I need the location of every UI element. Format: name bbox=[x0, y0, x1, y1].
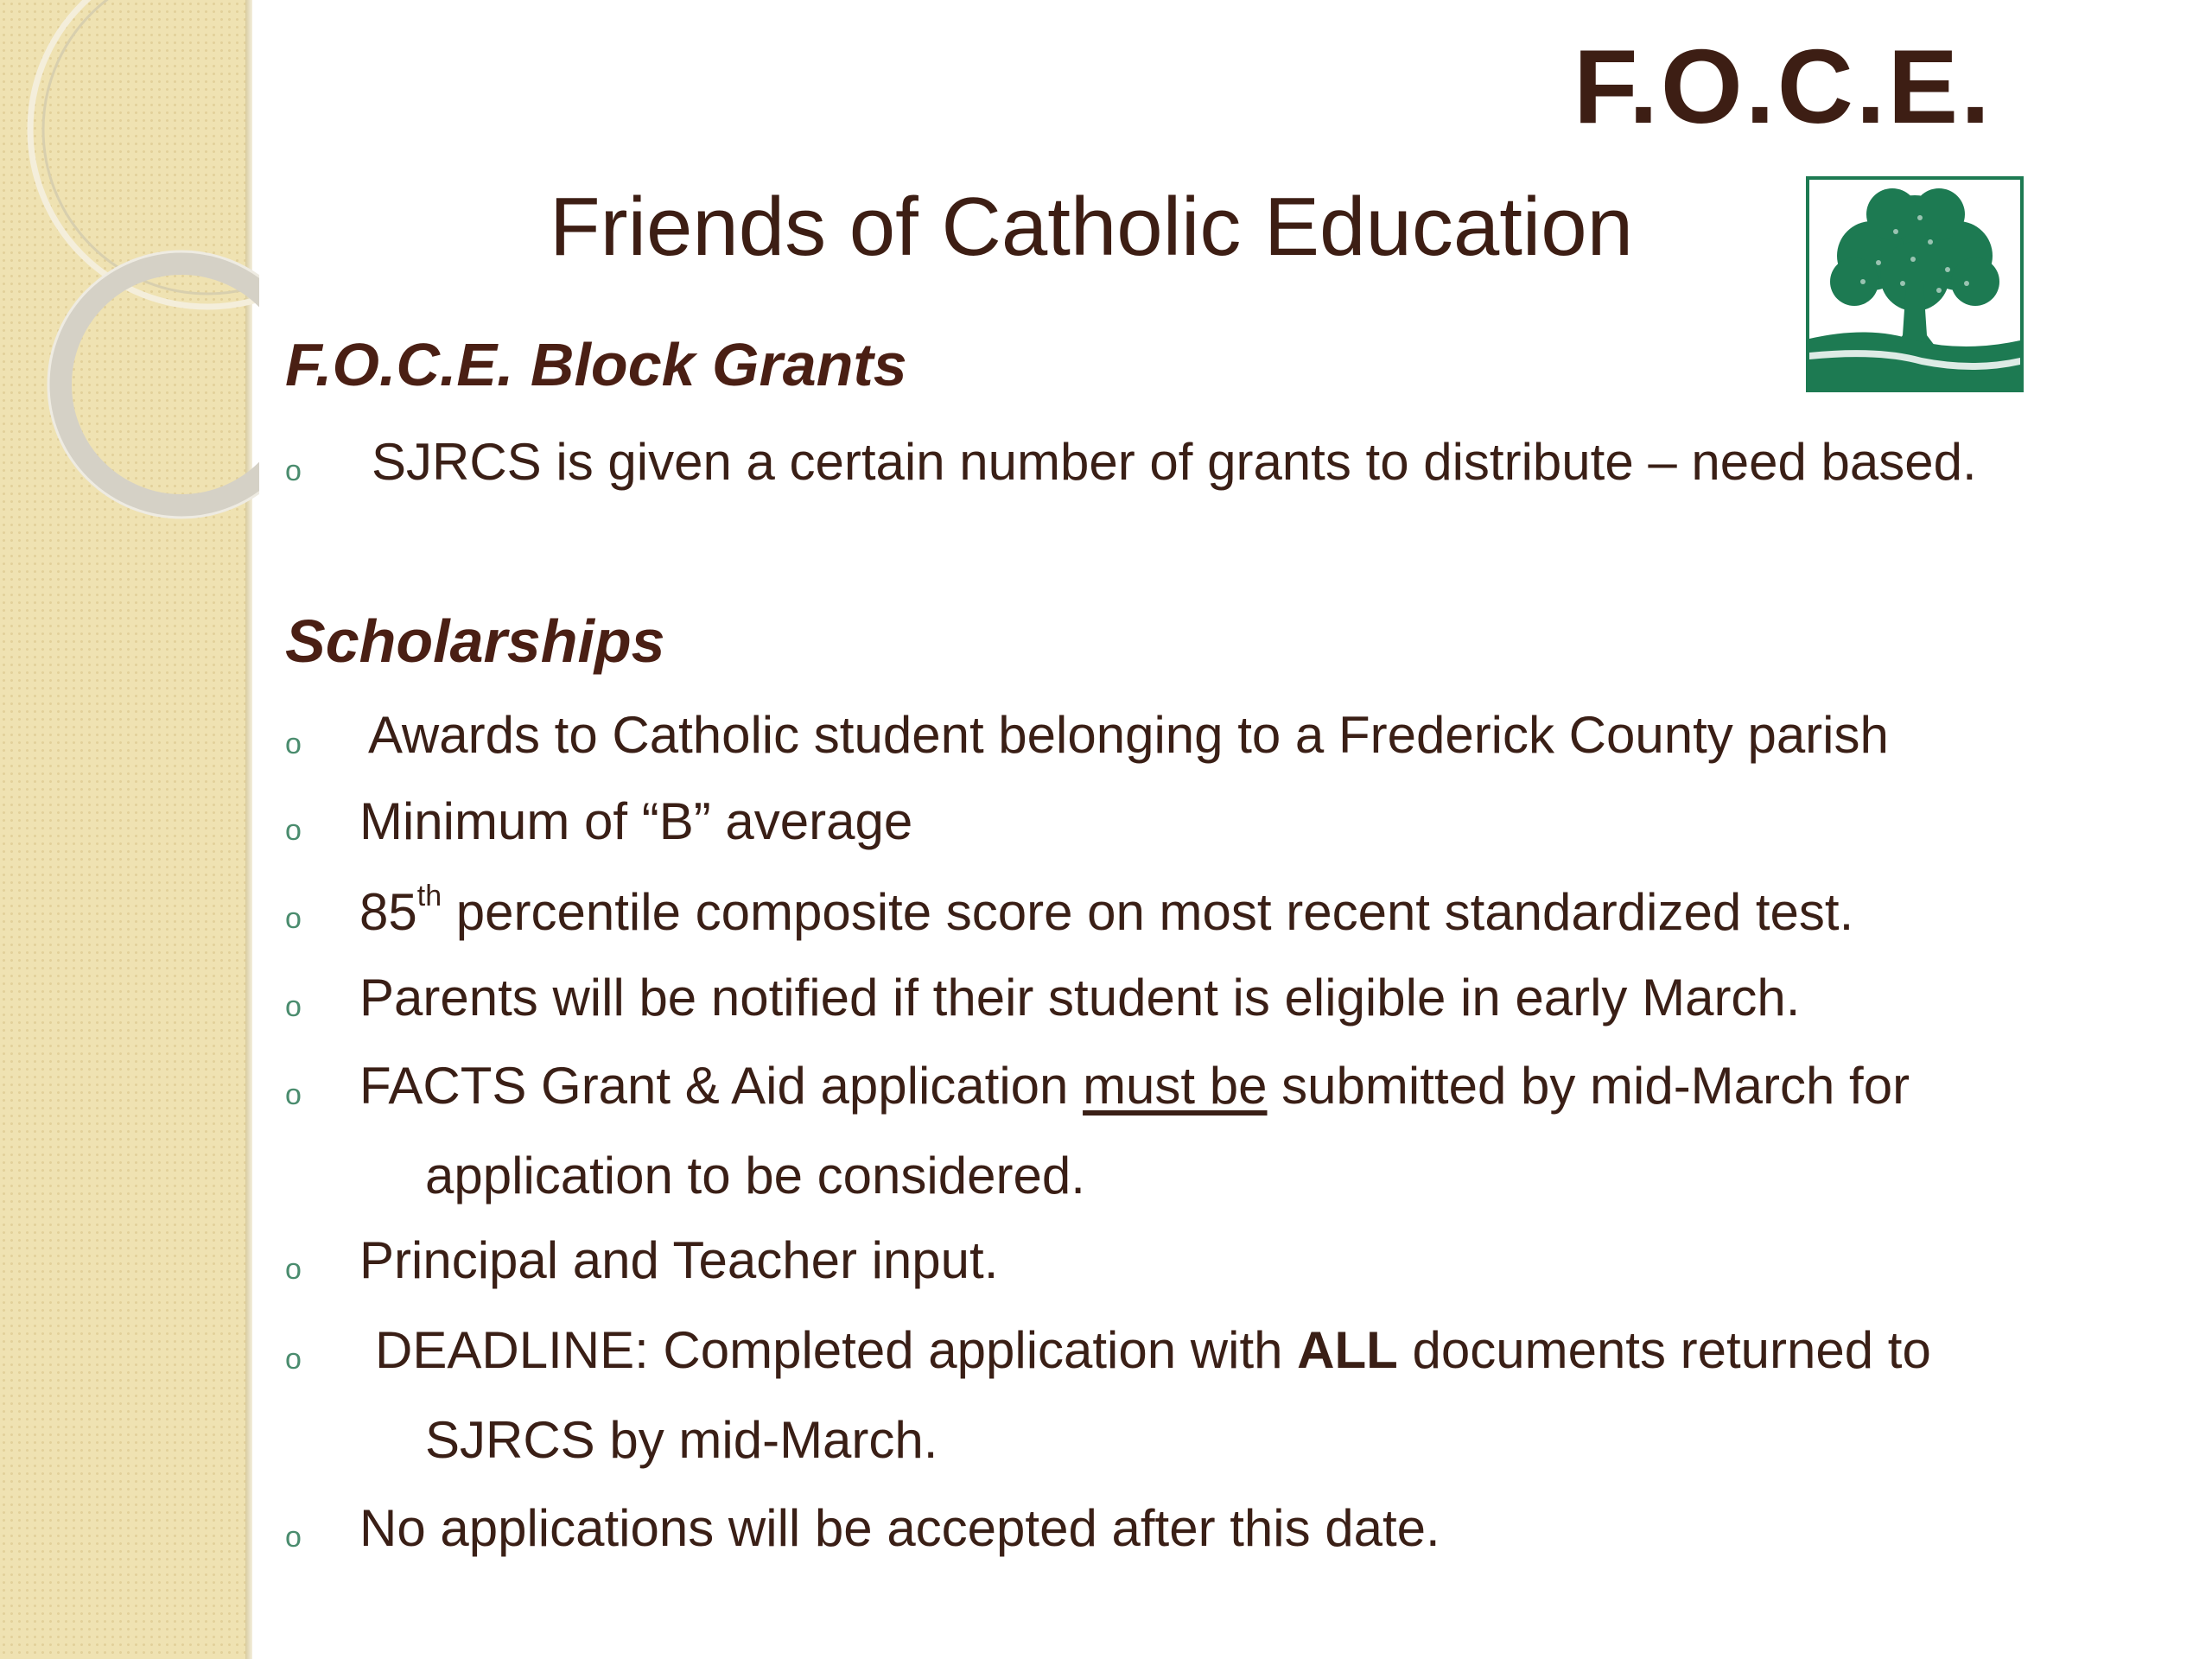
list-item-text-start: DEADLINE: Completed application with bbox=[375, 1321, 1298, 1379]
list-item-continuation: application to be considered. bbox=[425, 1147, 1085, 1205]
bullet-marker: o bbox=[285, 454, 302, 487]
ordinal-number: 85 bbox=[359, 883, 417, 941]
list-item-text bbox=[375, 1320, 1931, 1380]
list-item-text-start: FACTS Grant & Aid application bbox=[359, 1057, 1084, 1115]
page-subtitle: Friends of Catholic Education bbox=[550, 181, 1633, 273]
underlined-emphasis: must be bbox=[1083, 1057, 1268, 1115]
tree-icon bbox=[1809, 180, 2020, 389]
section-heading-block-grants: F.O.C.E. Block Grants bbox=[285, 331, 907, 398]
bullet-marker: o bbox=[285, 1521, 302, 1554]
logo bbox=[1806, 176, 2024, 392]
list-item-text: SJRCS is given a certain number of grants to distribute – need based. bbox=[372, 433, 1977, 491]
bullet-marker: o bbox=[285, 990, 302, 1023]
list-item-text: No applications will be accepted after this date. bbox=[359, 1499, 1440, 1557]
page-title: F.O.C.E. bbox=[1573, 28, 1993, 145]
bullet-marker: o bbox=[285, 1253, 302, 1286]
list-item-text bbox=[359, 1056, 1910, 1116]
list-item-text: Awards to Catholic student belonging to a Frederick County parish bbox=[368, 706, 1889, 764]
bullet-marker: o bbox=[285, 1078, 302, 1111]
bold-emphasis: ALL bbox=[1297, 1321, 1398, 1379]
list-item-text: Minimum of “B” average bbox=[359, 792, 913, 850]
bullet-marker: o bbox=[285, 728, 302, 760]
list-item-continuation: SJRCS by mid-March. bbox=[425, 1411, 938, 1469]
list-item-text-end: documents returned to bbox=[1397, 1321, 1931, 1379]
bullet-marker: o bbox=[285, 1343, 302, 1376]
list-item-text-end: submitted by mid-March for bbox=[1267, 1057, 1910, 1115]
decorative-rings bbox=[0, 0, 259, 553]
list-item-text bbox=[359, 880, 1853, 942]
bullet-marker: o bbox=[285, 814, 302, 847]
list-item-text: Parents will be notified if their student is eligible in early March. bbox=[359, 969, 1801, 1027]
bullet-marker: o bbox=[285, 902, 302, 935]
section-heading-scholarships: Scholarships bbox=[285, 607, 665, 675]
list-item-text-rest: percentile composite score on most recent standardized test. bbox=[442, 883, 1854, 941]
list-item-text: Principal and Teacher input. bbox=[359, 1231, 999, 1289]
ordinal-suffix: th bbox=[416, 880, 442, 912]
